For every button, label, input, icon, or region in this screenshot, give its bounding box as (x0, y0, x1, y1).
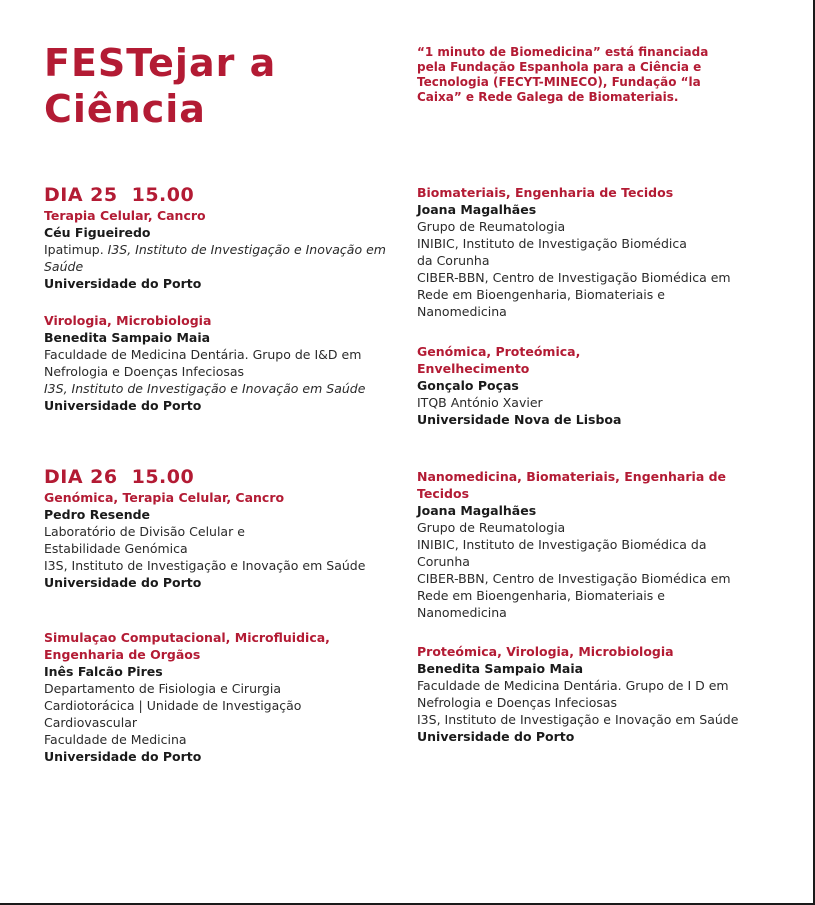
talk-day26-4 (417, 643, 762, 745)
talk-topic: Virologia, Microbiologia (44, 313, 212, 328)
talk-speaker: Pedro Resende (44, 507, 151, 522)
talk-speaker: Benedita Sampaio Maia (417, 661, 584, 676)
talk-university: Universidade do Porto (44, 749, 202, 764)
talk-affiliation: Departamento de Fisiologia e Cirurgia Cardiotorácica | Unidade de Investigação Cardiovascular (44, 681, 302, 730)
talk-affiliation: CIBER-BBN, Centro de Investigação Biomédica em Rede em Bioengenharia, Biomateriais e Nanomedicina (417, 571, 731, 620)
talk-affiliation (44, 241, 389, 275)
talk-speaker: Benedita Sampaio Maia (44, 330, 211, 345)
affiliation-prefix: Ipatimup. (44, 242, 104, 257)
talk-affiliation-italic: I3S, Instituto de Investigação e Inovação em Saúde (44, 381, 366, 396)
talk-university: Universidade do Porto (417, 729, 575, 744)
talk-speaker: Céu Figueiredo (44, 225, 151, 240)
talk-day26-1 (44, 489, 389, 591)
talk-topic: Terapia Celular, Cancro (44, 208, 206, 223)
talk-affiliation: Laboratório de Divisão Celular e Estabilidade Genómica (44, 524, 245, 556)
talk-day25-2 (44, 312, 389, 414)
talk-university: Universidade do Porto (44, 575, 202, 590)
talk-speaker: Inês Falcão Pires (44, 664, 163, 679)
talk-university: Universidade do Porto (44, 398, 202, 413)
talk-affiliation: I3S, Instituto de Investigação e Inovação em Saúde (44, 558, 366, 573)
funding-note: “1 minuto de Biomedicina” está financiada pela Fundação Espanhola para a Ciência e Tecnologia (FECYT-MINECO), Fundação “la Caixa” e Rede Galega de Biomateriais. (417, 45, 709, 104)
talk-day25-4 (417, 343, 647, 428)
day-26-time: 15.00 (131, 466, 195, 488)
day-25-time: 15.00 (131, 184, 195, 206)
talk-topic: Genómica, Terapia Celular, Cancro (44, 490, 285, 505)
talk-day25-3 (417, 184, 762, 320)
talk-topic: Biomateriais, Engenharia de Tecidos (417, 185, 674, 200)
talk-university: Universidade do Porto (44, 276, 202, 291)
talk-day26-3 (417, 468, 762, 621)
talk-affiliation: Grupo de Reumatologia (417, 520, 566, 535)
talk-affiliation: Faculdade de Medicina (44, 732, 187, 747)
talk-affiliation: Grupo de Reumatologia (417, 219, 566, 234)
talk-affiliation: ITQB António Xavier (417, 395, 543, 410)
day-26-heading (44, 466, 194, 488)
talk-topic: Nanomedicina, Biomateriais, Engenharia de Tecidos (417, 469, 727, 501)
talk-speaker: Joana Magalhães (417, 202, 537, 217)
talk-affiliation: Faculdade de Medicina Dentária. Grupo de I D em Nefrologia e Doenças Infeciosas (417, 678, 729, 710)
talk-affiliation: CIBER-BBN, Centro de Investigação Biomédica em Rede em Bioengenharia, Biomateriais e Nanomedicina (417, 270, 731, 319)
talk-affiliation: INIBIC, Instituto de Investigação Biomédica da Corunha (417, 236, 687, 268)
title-line-1: FESTejar a (44, 41, 277, 85)
talk-affiliation: I3S, Instituto de Investigação e Inovação em Saúde (417, 712, 739, 727)
talk-topic: Genómica, Proteómica, Envelhecimento (417, 344, 581, 376)
talk-speaker: Gonçalo Poças (417, 378, 519, 393)
affiliation-italic: I3S, Instituto de Investigação e Inovação em Saúde (44, 242, 386, 274)
talk-speaker: Joana Magalhães (417, 503, 537, 518)
talk-day25-1 (44, 207, 389, 292)
title-line-2: Ciência (44, 87, 206, 131)
talk-topic: Simulaçao Computacional, Microfluidica, Engenharia de Orgãos (44, 630, 330, 662)
day-26-label: DIA 26 (44, 466, 118, 488)
talk-topic: Proteómica, Virologia, Microbiologia (417, 644, 674, 659)
talk-university: Universidade Nova de Lisboa (417, 412, 622, 427)
page-title (44, 40, 276, 132)
talk-affiliation: INIBIC, Instituto de Investigação Biomédica da Corunha (417, 537, 707, 569)
day-25-heading (44, 184, 194, 206)
day-25-label: DIA 25 (44, 184, 118, 206)
talk-affiliation: Faculdade de Medicina Dentária. Grupo de I&D em Nefrologia e Doenças Infeciosas (44, 347, 362, 379)
talk-day26-2 (44, 629, 389, 765)
